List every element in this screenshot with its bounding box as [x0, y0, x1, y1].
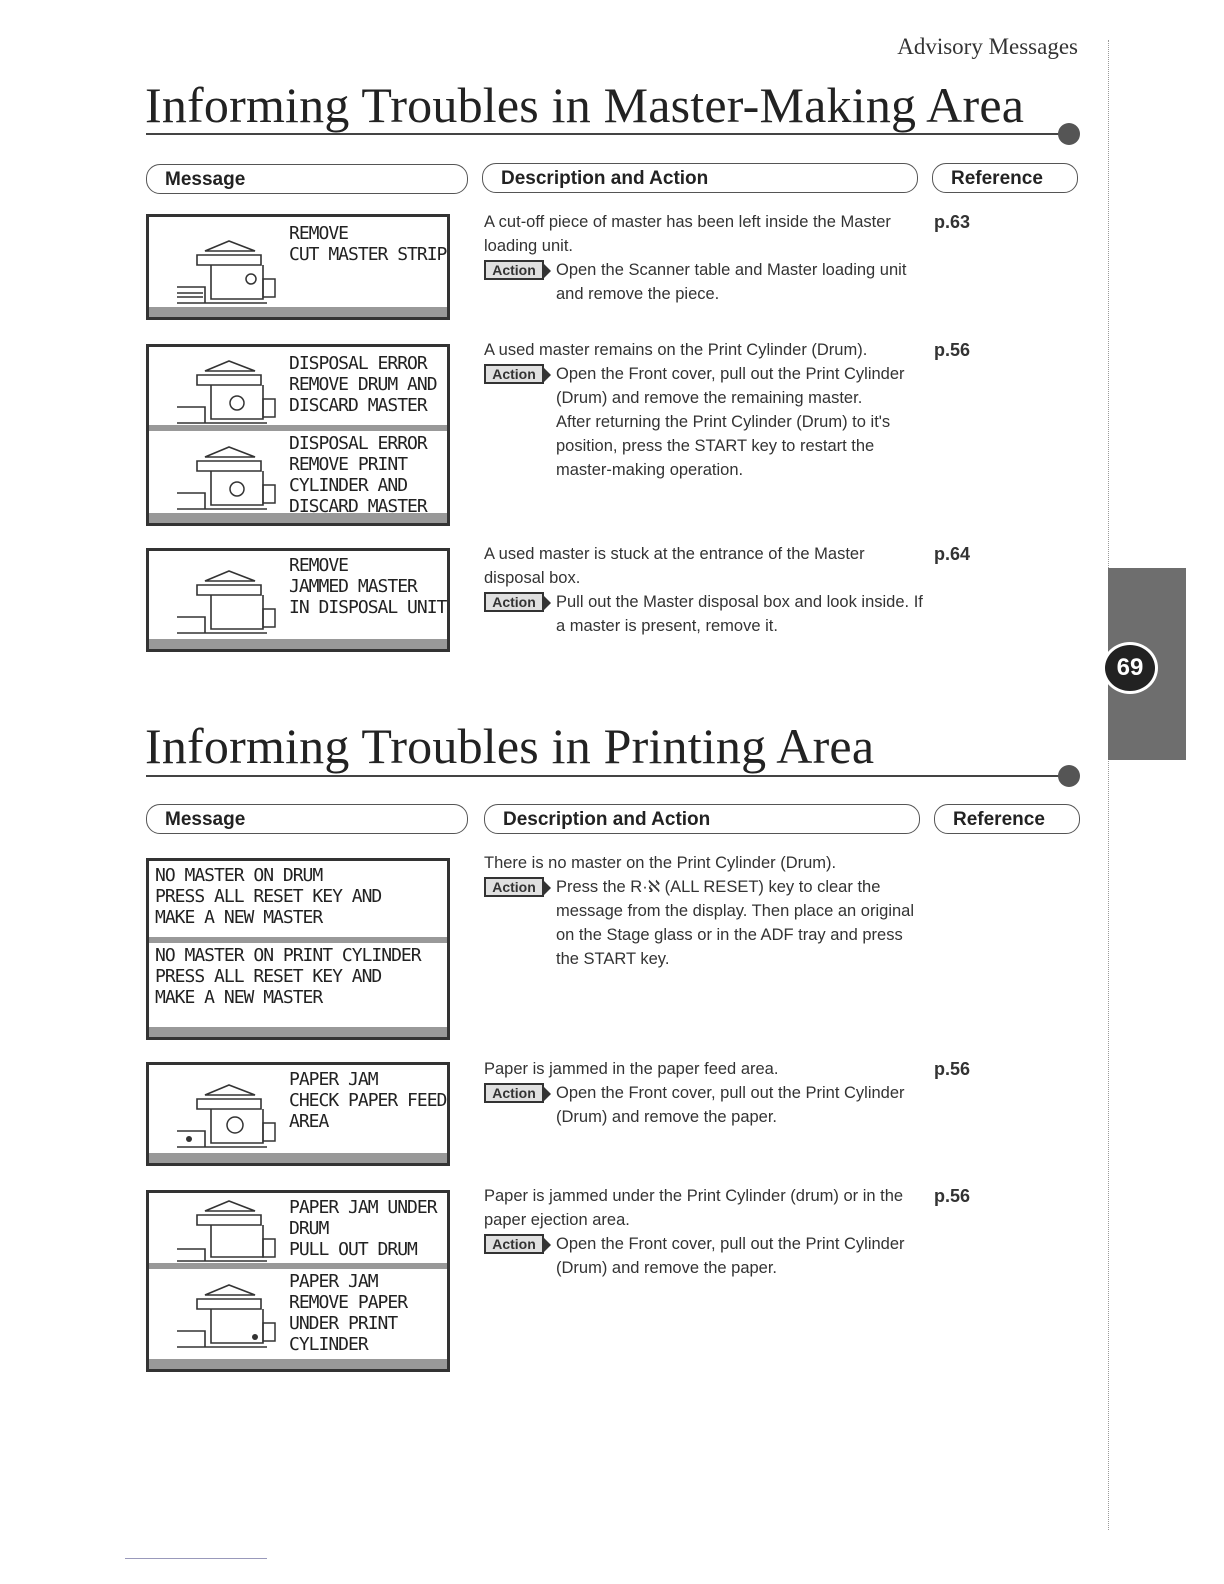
section-title-printing: Informing Troubles in Printing Area	[145, 718, 875, 774]
action-row	[484, 1081, 924, 1129]
action-badge: Action	[484, 877, 544, 897]
lcd-message: PAPER JAM UNDER DRUM PULL OUT DRUM	[289, 1197, 437, 1260]
reference-column-header: Reference	[934, 804, 1080, 834]
description-text: A used master is stuck at the entrance of the Master disposal box.	[484, 545, 865, 587]
lcd-panel	[149, 431, 447, 523]
lcd-message: REMOVE CUT MASTER STRIP	[289, 223, 447, 265]
machine-icon	[167, 1069, 277, 1155]
lcd-message: PAPER JAM CHECK PAPER FEED AREA	[289, 1069, 447, 1132]
description-block	[484, 851, 924, 971]
lcd-display	[146, 1190, 450, 1372]
action-row	[484, 362, 924, 482]
action-badge: Action	[484, 260, 544, 280]
lcd-panel	[149, 347, 447, 431]
lcd-display	[146, 858, 450, 1040]
lcd-panel	[149, 217, 447, 317]
action-row	[484, 590, 924, 638]
action-badge: Action	[484, 364, 544, 384]
section-rule	[146, 775, 1070, 777]
message-column-header: Message	[146, 164, 468, 194]
message-column-header: Message	[146, 804, 468, 834]
action-text: Pull out the Master disposal box and look inside. If a master is present, remove it.	[556, 593, 923, 635]
machine-icon	[167, 1195, 277, 1267]
description-block	[484, 1057, 924, 1129]
action-text: Open the Front cover, pull out the Print Cylinder (Drum) and remove the paper.	[556, 1084, 905, 1126]
machine-icon	[167, 1271, 277, 1355]
description-block	[484, 338, 924, 482]
action-badge: Action	[484, 1083, 544, 1103]
description-text: A used master remains on the Print Cylinder (Drum).	[484, 341, 868, 359]
lcd-message: NO MASTER ON DRUM PRESS ALL RESET KEY AND MAKE A NEW MASTER	[155, 865, 382, 928]
lcd-message: REMOVE JAMMED MASTER IN DISPOSAL UNIT	[289, 555, 447, 618]
description-text: There is no master on the Print Cylinder (Drum).	[484, 854, 837, 872]
page-reference: p.56	[934, 1059, 971, 1079]
rule-end-dot	[1058, 765, 1080, 787]
description-text: Paper is jammed under the Print Cylinder (drum) or in the paper ejection area.	[484, 1187, 904, 1229]
lcd-message: NO MASTER ON PRINT CYLINDER PRESS ALL RESET KEY AND MAKE A NEW MASTER	[155, 945, 421, 1008]
reference-column-header: Reference	[932, 163, 1078, 193]
lcd-display	[146, 548, 450, 652]
description-column-header: Description and Action	[482, 163, 918, 193]
lcd-display	[146, 1062, 450, 1166]
action-text: Press the R·ℵ (ALL RESET) key to clear the message from the display. Then place an original on the Stage glass or in the ADF tray and press the START key.	[556, 878, 915, 968]
action-text: Open the Scanner table and Master loading unit and remove the piece.	[556, 261, 907, 303]
machine-icon	[167, 435, 277, 515]
lcd-display	[146, 214, 450, 320]
rule-end-dot	[1058, 123, 1080, 145]
lcd-panel	[149, 1269, 447, 1369]
lcd-message: PAPER JAM REMOVE PAPER UNDER PRINT CYLINDER	[289, 1271, 408, 1355]
action-text: Open the Front cover, pull out the Print Cylinder (Drum) and remove the paper.	[556, 1235, 905, 1277]
lcd-panel	[149, 1193, 447, 1269]
action-row	[484, 258, 924, 306]
page-number-badge: 69	[1102, 642, 1158, 694]
page-reference: p.64	[934, 544, 971, 564]
footer-line	[125, 1558, 267, 1559]
lcd-display	[146, 344, 450, 526]
machine-icon	[167, 555, 277, 641]
lcd-panel	[149, 861, 447, 943]
lcd-panel	[149, 943, 447, 1037]
machine-icon	[167, 221, 277, 313]
action-extra-text: After returning the Print Cylinder (Drum) to it's position, press the START key to restart the master-making operation.	[556, 413, 891, 479]
action-text-wrap	[556, 362, 924, 482]
action-row	[484, 1232, 924, 1280]
lcd-panel	[149, 551, 447, 649]
page-reference: p.56	[934, 340, 971, 360]
page-reference: p.56	[934, 1186, 971, 1206]
lcd-message: DISPOSAL ERROR REMOVE PRINT CYLINDER AND DISCARD MASTER	[289, 433, 427, 517]
section-title-master-making: Informing Troubles in Master-Making Area	[145, 77, 1025, 133]
description-text: A cut-off piece of master has been left inside the Master loading unit.	[484, 213, 891, 255]
description-block	[484, 1184, 924, 1280]
page-reference: p.63	[934, 212, 971, 232]
machine-icon	[167, 349, 277, 429]
lcd-message: DISPOSAL ERROR REMOVE DRUM AND DISCARD MASTER	[289, 353, 437, 416]
action-badge: Action	[484, 592, 544, 612]
description-column-header: Description and Action	[484, 804, 920, 834]
lcd-panel	[149, 1065, 447, 1163]
action-badge: Action	[484, 1234, 544, 1254]
description-block	[484, 542, 924, 638]
description-text: Paper is jammed in the paper feed area.	[484, 1060, 779, 1078]
description-block	[484, 210, 924, 306]
action-text: Open the Front cover, pull out the Print Cylinder (Drum) and remove the remaining master.	[556, 365, 905, 407]
dotted-page-edge	[1108, 40, 1109, 1530]
action-row	[484, 875, 924, 971]
section-rule	[146, 133, 1070, 135]
running-header: Advisory Messages	[897, 34, 1078, 59]
